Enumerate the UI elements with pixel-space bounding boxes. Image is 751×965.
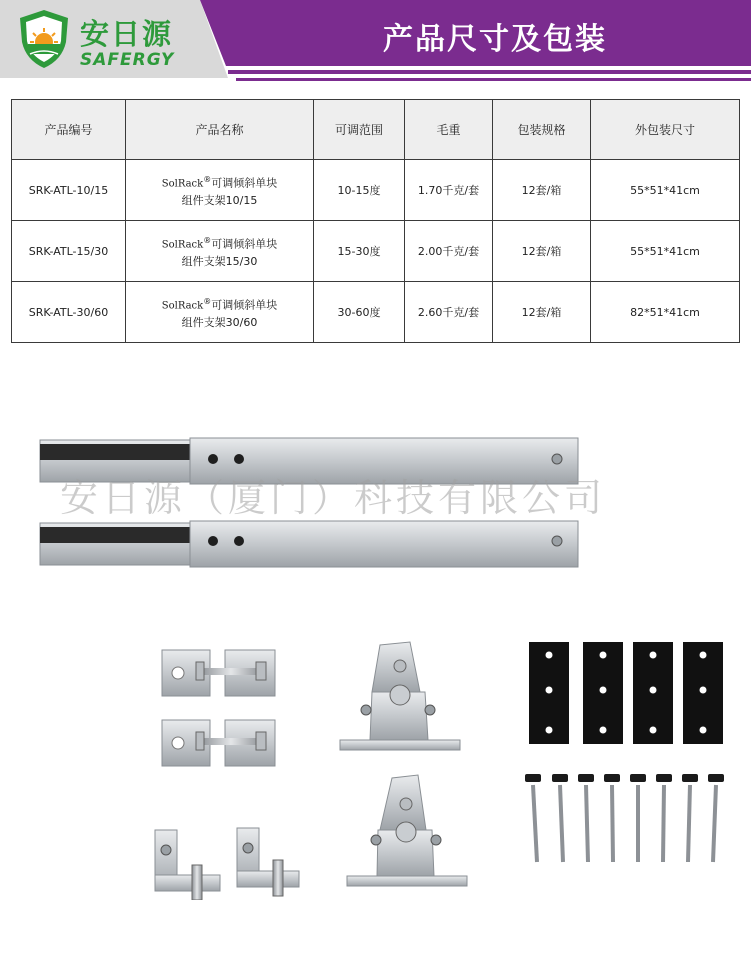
table-row [12,282,740,343]
brand-name-cn: 安日源 [80,17,174,51]
bolt-clamp-2 [162,720,275,766]
cell-weight: 1.70千克/套 [405,160,493,221]
cell-size: 55*51*41cm [591,160,740,221]
registered-mark: ® [203,296,212,306]
cell-name [126,282,314,343]
cell-pack: 12套/箱 [493,282,591,343]
cell-weight: 2.00千克/套 [405,221,493,282]
name-line-1: 可调倾斜单块 [211,237,278,251]
cell-range: 10-15度 [314,160,405,221]
name-line-1: 可调倾斜单块 [211,298,278,312]
column-header: 产品编号 [12,100,126,160]
name-line-1: 可调倾斜单块 [211,176,278,190]
spec-table [11,99,740,343]
bolt-clamp-1 [162,650,275,696]
column-header: 产品名称 [126,100,314,160]
telescopic-rail-2 [40,521,578,567]
column-header: 可调范围 [314,100,405,160]
tilt-hinge-bracket-1 [340,642,460,750]
page-header [0,0,751,90]
name-line-2: 组件支架30/60 [181,316,258,330]
table-row [12,160,740,221]
table-row [12,221,740,282]
rubber-pads [529,642,723,744]
column-header: 外包装尺寸 [591,100,740,160]
self-drilling-screws [525,774,724,862]
cell-range: 30-60度 [314,282,405,343]
column-header: 毛重 [405,100,493,160]
name-line-2: 组件支架10/15 [181,194,258,208]
brand-solrack: SolRack [161,300,204,312]
telescopic-rail-1 [40,438,578,484]
cell-code: SRK-ATL-15/30 [12,221,126,282]
safergy-shield-logo-icon [16,8,72,70]
cell-pack: 12套/箱 [493,221,591,282]
cell-range: 15-30度 [314,221,405,282]
name-line-2: 组件支架15/30 [181,255,258,269]
registered-mark: ® [203,174,212,184]
cell-name [126,160,314,221]
l-bracket-1 [155,830,220,900]
brand-solrack: SolRack [161,239,204,251]
page-title: 产品尺寸及包装 [383,22,607,57]
brand-logo [0,0,230,78]
brand-solrack: SolRack [161,178,204,190]
cell-code: SRK-ATL-10/15 [12,160,126,221]
cell-code: SRK-ATL-30/60 [12,282,126,343]
l-bracket-2 [237,828,299,896]
cell-weight: 2.60千克/套 [405,282,493,343]
cell-size: 55*51*41cm [591,221,740,282]
cell-pack: 12套/箱 [493,160,591,221]
watermark: 安日源（厦门）科技有限公司 [60,476,607,520]
product-photo [0,400,751,900]
column-header: 包装规格 [493,100,591,160]
registered-mark: ® [203,235,212,245]
tilt-hinge-bracket-2 [347,775,467,886]
brand-name-en: SAFERGY [80,50,175,70]
cell-name [126,221,314,282]
table-header-row [12,100,740,160]
cell-size: 82*51*41cm [591,282,740,343]
